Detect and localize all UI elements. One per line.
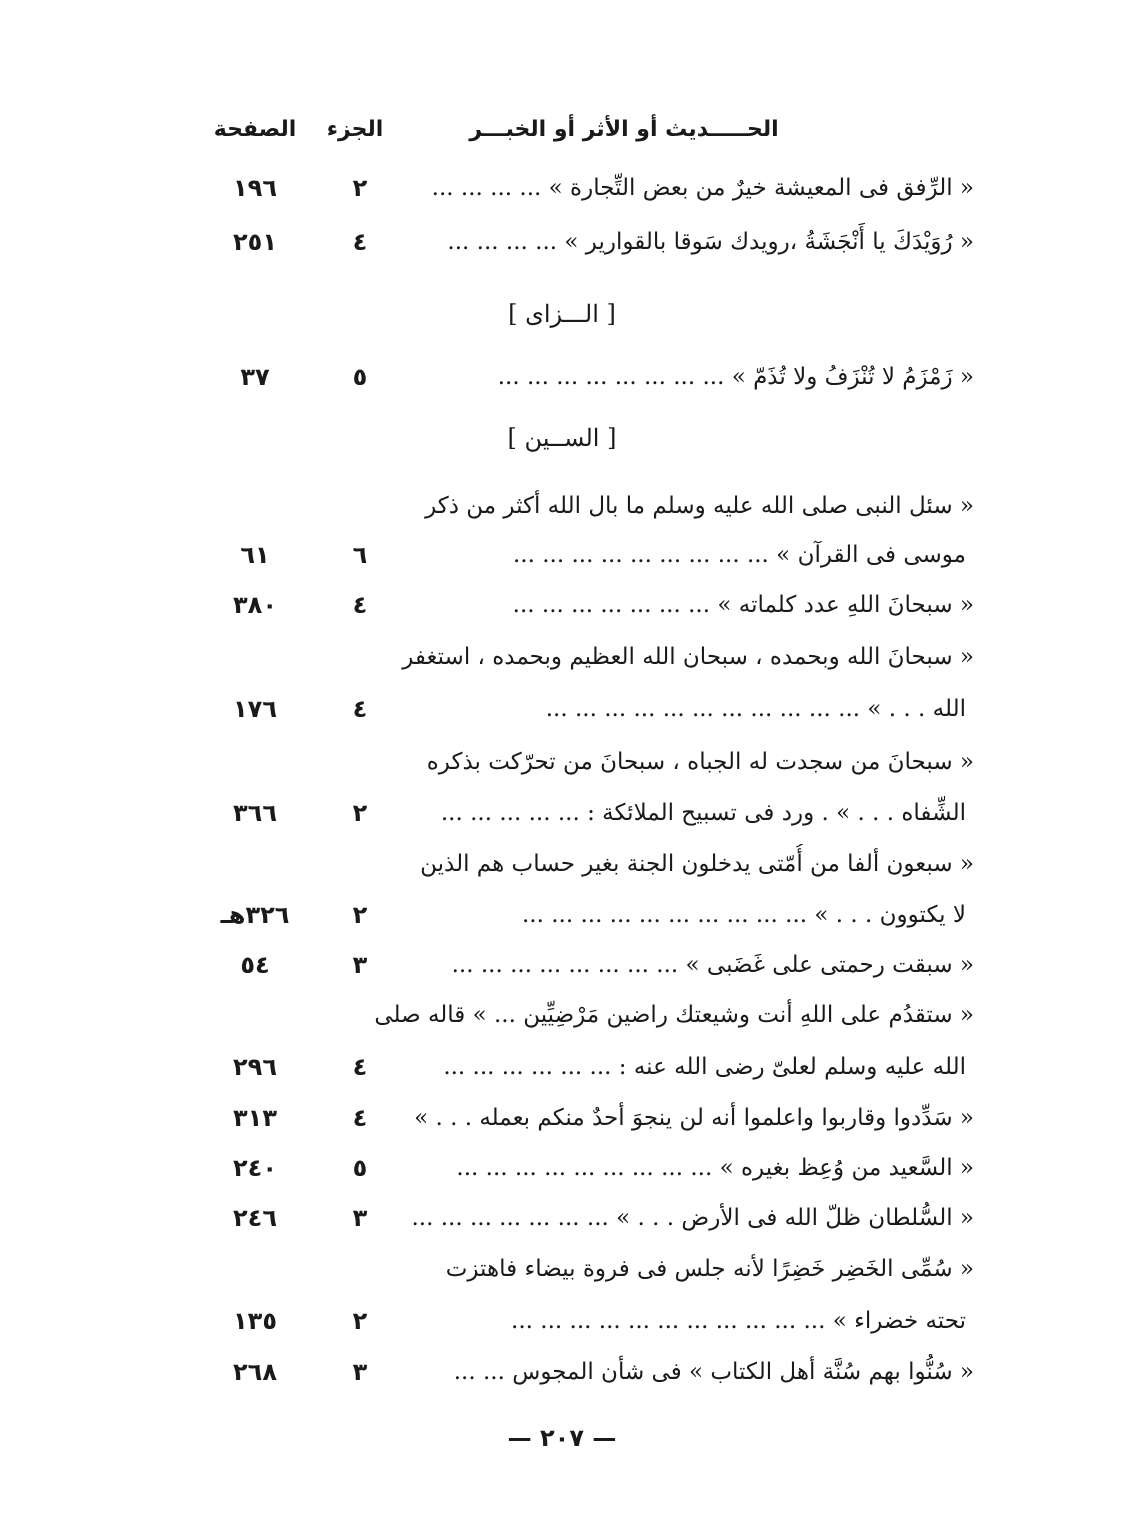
entry-page: ٦١ [240, 541, 270, 569]
entry-page: ٣١٣ [233, 1104, 277, 1132]
entry-page: ١٧٦ [233, 695, 277, 723]
entry-text: « سبحانَ من سجدت له الجباه ، سبحانَ من تحرّكت بذكره [426, 749, 974, 775]
index-row [0, 1198, 1124, 1238]
header-page-column: الصفحة [213, 117, 297, 142]
entry-page: ٥٤ [240, 951, 270, 979]
entry-juz: ٤ [352, 591, 368, 619]
entry-text: الله . . . » ... ... ... ... ... ... ... ... ... ... ... [545, 696, 966, 722]
entry-text: « سبعون ألفا من أُمّتى يدخلون الجنة بغير حساب هم الذين [420, 851, 974, 877]
entry-juz: ٤ [352, 1053, 368, 1081]
entry-text: « سئل النبى صلى الله عليه وسلم ما بال الله أكثر من ذكر [425, 493, 974, 519]
entry-text: « سَدِّدوا وقاربوا واعلموا أنه لن ينجوَ أحدٌ منكم بعمله . . . » [414, 1105, 974, 1131]
entry-text: « سبقت رحمتى على غَضَبى » ... ... ... ... ... ... ... ... [451, 952, 974, 978]
index-row [0, 222, 1124, 262]
entry-page: ٢٥١ [233, 228, 277, 256]
entry-page: ١٣٥ [233, 1307, 277, 1335]
entry-juz: ٦ [352, 541, 368, 569]
header-text-column: الحـــــديث أو الأثر أو الخبـــر [469, 117, 779, 142]
index-row [0, 995, 1124, 1035]
index-row [0, 945, 1124, 985]
index-row [0, 1098, 1124, 1138]
index-row [0, 535, 1124, 575]
index-row [0, 1249, 1124, 1289]
index-row [0, 1148, 1124, 1188]
index-row [0, 357, 1124, 397]
entry-page: ٣٧ [240, 363, 270, 391]
entry-text: لا يكتوون . . . » ... ... ... ... ... ... ... ... ... ... [521, 902, 966, 928]
entry-text: « سُنُّوا بهم سُنَّة أهل الكتاب » فى شأن المجوس ... ... [453, 1359, 974, 1385]
section-title: [ الســين ] [507, 424, 617, 452]
entry-text: « الرِّفق فى المعيشة خيرٌ من بعض التِّجارة » ... ... ... ... [431, 175, 974, 201]
entry-juz: ٤ [352, 695, 368, 723]
entry-text: الشِّفاه . . . » . ورد فى تسبيح الملائكة : ... ... ... ... ... [440, 800, 966, 826]
entry-juz: ٣ [352, 951, 368, 979]
entry-text: « سبحانَ اللهِ عدد كلماته » ... ... ... ... ... ... ... [512, 592, 974, 618]
entry-text: « سبحانَ الله وبحمده ، سبحان الله العظيم وبحمده ، استغفر [402, 644, 974, 670]
index-row [0, 742, 1124, 782]
index-row [0, 844, 1124, 884]
entry-page: ٢٤٠ [233, 1154, 277, 1182]
index-row [0, 1352, 1124, 1392]
entry-page: ٢٦٨ [233, 1358, 277, 1386]
entry-juz: ٢ [352, 174, 368, 202]
entry-text: « السَّعيد من وُعِظ بغيره » ... ... ... ... ... ... ... ... ... [456, 1155, 974, 1181]
entry-page: ٢٩٦ [233, 1053, 277, 1081]
entry-text: « ستقدُم على اللهِ أنت وشيعتك راضين مَرْضِيِّين ... » قاله صلى [374, 1002, 974, 1028]
entry-text: « رُوَيْدَكَ يا أَنْجَشَةُ ،رويدك سَوقا بالقوارير » ... ... ... ... [447, 229, 974, 255]
index-row [0, 895, 1124, 935]
section-heading [0, 294, 1124, 334]
index-row [0, 1047, 1124, 1087]
table-header [0, 110, 1124, 150]
entry-juz: ٥ [352, 363, 368, 391]
entry-page: ١٩٦ [233, 174, 277, 202]
entry-text: « سُمِّى الخَضِر خَضِرًا لأنه جلس فى فروة بيضاء فاهتزت [445, 1256, 974, 1282]
section-heading [0, 418, 1124, 458]
entry-juz: ٤ [352, 1104, 368, 1132]
entry-juz: ٣ [352, 1204, 368, 1232]
entry-text: موسى فى القرآن » ... ... ... ... ... ... ... ... ... [512, 542, 966, 568]
entry-page: ٣٦٦ [233, 799, 277, 827]
header-juz-column: الجزء [326, 117, 384, 142]
entry-text: الله عليه وسلم لعلىّ رضى الله عنه : ... ... ... ... ... ... [443, 1054, 966, 1080]
index-row [0, 168, 1124, 208]
section-title: [ الـــزاى ] [508, 300, 616, 328]
entry-juz: ٢ [352, 1307, 368, 1335]
entry-juz: ٣ [352, 1358, 368, 1386]
entry-page: ٢٤٦ [233, 1204, 277, 1232]
index-row [0, 1301, 1124, 1341]
entry-page: ٣٢٦هـ [220, 901, 290, 929]
entry-text: « السُّلطان ظلّ الله فى الأرض . . . » ... ... ... ... ... ... ... [411, 1205, 974, 1231]
index-row [0, 585, 1124, 625]
entry-juz: ٢ [352, 901, 368, 929]
entry-text: « زَمْزَمُ لا تُنْزَفُ ولا تُذَمّ » ... ... ... ... ... ... ... ... [497, 364, 974, 390]
entry-page: ٣٨٠ [233, 591, 277, 619]
entry-juz: ٥ [352, 1154, 368, 1182]
index-row [0, 689, 1124, 729]
entry-juz: ٤ [352, 228, 368, 256]
entry-text: تحته خضراء » ... ... ... ... ... ... ... ... ... ... ... [511, 1308, 966, 1334]
entry-juz: ٢ [352, 799, 368, 827]
page-number: — ٢٠٧ — [507, 1424, 617, 1452]
index-row [0, 793, 1124, 833]
index-row [0, 637, 1124, 677]
page-footer [0, 1418, 1124, 1458]
index-row [0, 486, 1124, 526]
